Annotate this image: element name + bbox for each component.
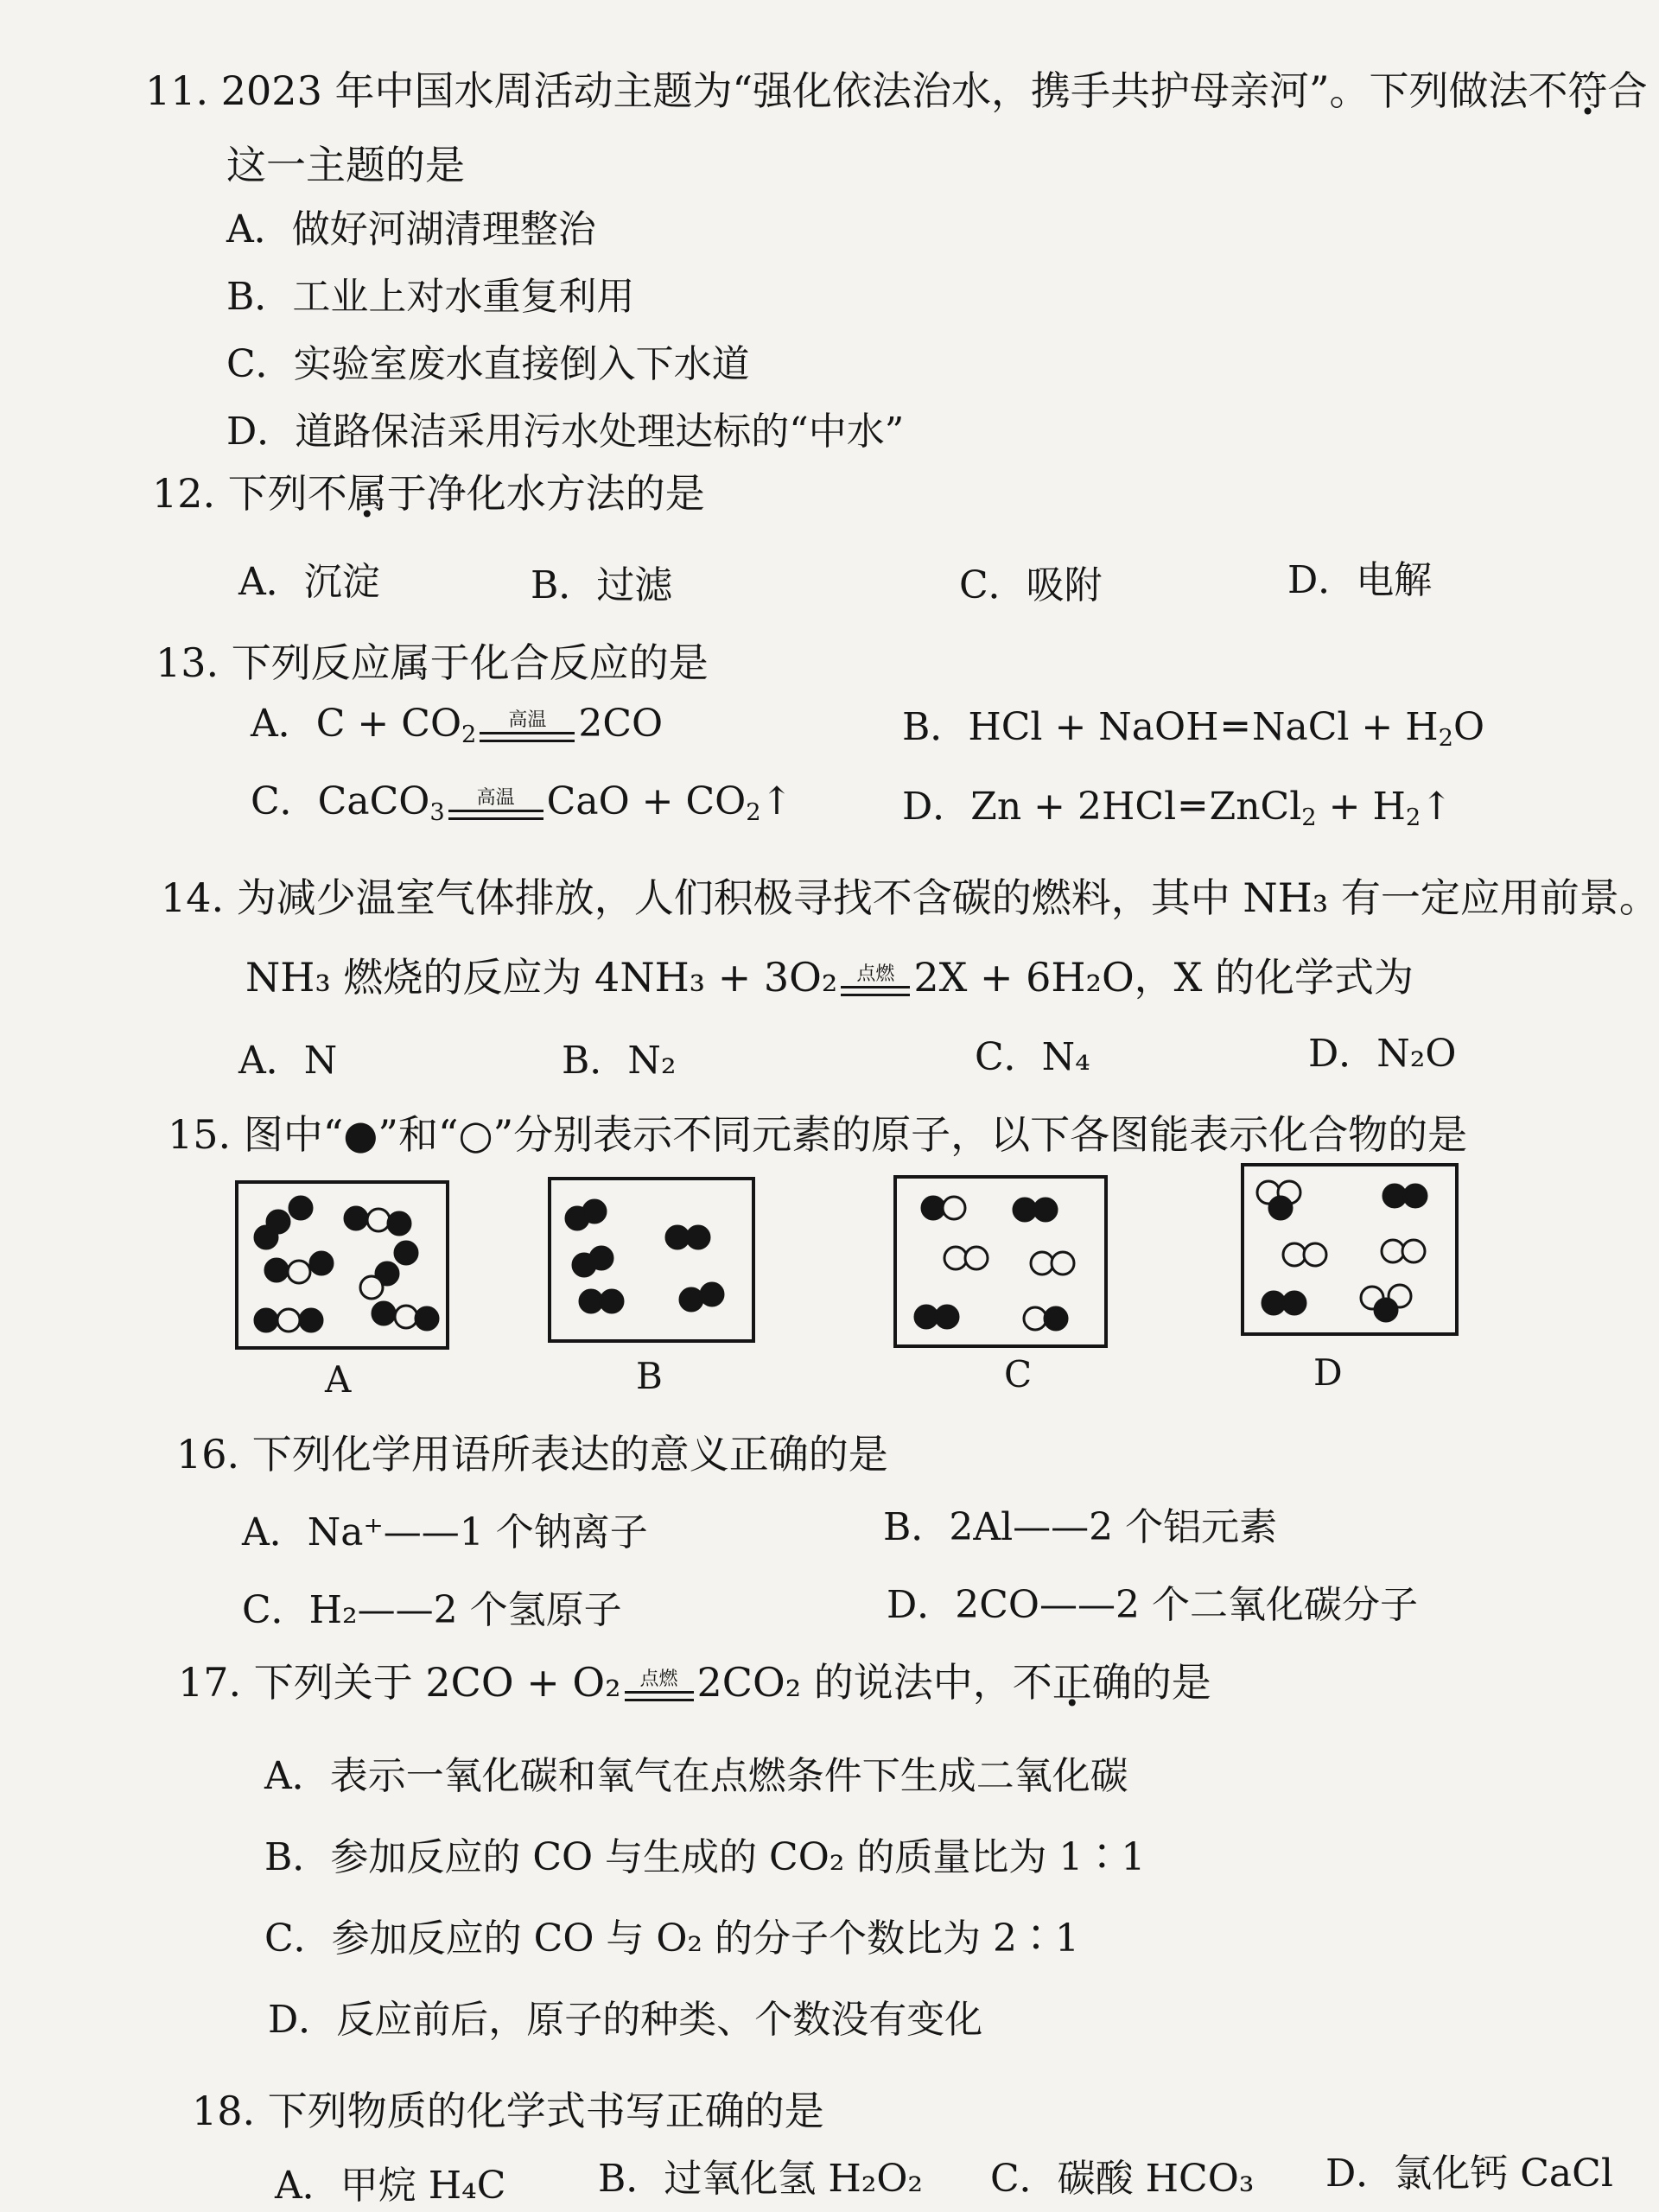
atom-empty [367,1209,390,1231]
atom-filled [1045,1307,1067,1330]
q13-d-label: D． [902,785,971,829]
q18-option-a: A．甲烷 H₄C [275,2164,506,2208]
q13-stem: 13. 下列反应属于化合反应的是 [156,639,709,686]
q13-a-label: A． [251,702,316,746]
atom-empty [1024,1307,1046,1330]
atom-empty [1283,1243,1306,1266]
atom-filled [289,1197,312,1219]
q12-option-d: D．电解 [1287,558,1433,602]
q14-reactants: NH₃ 燃烧的反应为 4NH₃ + 3O₂ [245,954,838,1001]
atom-empty [277,1309,300,1332]
atom-filled [416,1307,438,1330]
atom-filled [915,1306,938,1328]
q17-option-b: B．参加反应的 CO 与生成的 CO₂ 的质量比为 1∶1 [264,1835,1146,1879]
atom-empty [1402,1240,1425,1262]
q14-products: 2X + 6H₂O，X 的化学式为 [913,954,1414,1001]
q16-option-c: C．H₂——2 个氢原子 [242,1588,622,1632]
q14-option-a: A．N [238,1039,338,1083]
atom-filled [1014,1198,1036,1221]
q17-emphasis: 不正确 [1012,1659,1132,1706]
q11-option-b: B．工业上对水重复利用 [226,275,635,319]
atom-filled [590,1247,613,1269]
atom-filled [1034,1198,1057,1221]
atom-filled [1375,1299,1397,1321]
q12-option-c: C．吸附 [959,563,1103,607]
q17-stem [178,1659,1211,1706]
q15-stem: 15. 图中“●”和“○”分别表示不同元素的原子，以下各图能表示化合物的是 [168,1111,1468,1158]
atom-filled [345,1207,367,1230]
atom-filled [1383,1185,1406,1207]
high-temp-label: 高温 [476,786,515,809]
q17-option-a: A．表示一氧化碳和氧气在点燃条件下生成二氧化碳 [264,1754,1128,1798]
q11-stem-line2: 这一主题的是 [226,142,465,188]
q17-condition [625,1670,694,1701]
q13-c-label: C． [251,779,318,823]
q12-option-a: A．沉淀 [238,560,380,604]
high-temp-label: 高温 [508,709,547,731]
atom-filled [701,1283,723,1306]
q13-option-a: A．$C + CO_2$ 高温 2CO [251,702,664,748]
atom-filled [680,1288,702,1311]
q12-rest: 净化水方法的是 [426,470,705,517]
atom-filled [388,1212,410,1235]
ignite-label: 点燃 [856,963,895,985]
q16-stem: 16. 下列化学用语所表达的意义正确的是 [176,1431,888,1478]
q12-num: 12. 下列 [152,470,308,517]
atom-filled [310,1252,333,1274]
q15-label-a: A [325,1358,352,1401]
q11-stem-text: 11. 2023 年中国水周活动主题为“强化依法治水，携手共护母亲河”。下列做法 [145,67,1529,114]
q17-stem-end: 的是 [1131,1659,1211,1706]
atom-filled [1283,1292,1306,1314]
q13-b-label: B． [902,705,969,749]
atom-filled [580,1290,602,1313]
atom-empty [395,1306,417,1328]
atom-empty [1382,1240,1404,1262]
atom-filled [666,1226,689,1249]
q12-emphasis: 不属于 [307,470,427,517]
atom-filled [1404,1185,1427,1207]
atom-filled [300,1309,322,1332]
atom-empty [1052,1252,1074,1274]
q18-option-c: C．碳酸 HCO₃ [990,2157,1255,2201]
q14-option-c: C．N₄ [975,1035,1090,1079]
q13-option-b: B．HCl + NaOH ═ NaCl + $H_2O$ [902,705,1485,752]
q17-reactants: 17. 下列关于 2CO + O₂ [178,1659,621,1706]
q13-option-c: C．CaCO$_3$ 高温 CaO + $CO_2↑$ [251,779,793,826]
atom-empty [1304,1243,1326,1266]
q14-stem: 14. 为减少温室气体排放，人们积极寻找不含碳的燃料，其中 NH₃ 有一定应用前景。 [161,874,1659,921]
atom-filled [265,1259,288,1281]
q18-option-d: D．氯化钙 CaCl [1325,2152,1613,2196]
atom-filled [255,1226,277,1249]
q11-emphasis: 不符合 [1528,67,1648,114]
q18-stem: 18. 下列物质的化学式书写正确的是 [192,2088,824,2134]
atom-filled [372,1302,395,1325]
q15-label-d: D [1313,1351,1343,1394]
q16-option-a: A．Na⁺——1 个钠离子 [242,1510,648,1554]
atom-filled [922,1197,944,1219]
q18-option-b: B．过氧化氢 H₂O₂ [598,2157,924,2201]
atom-filled [583,1200,606,1223]
q14-option-b: B．N₂ [562,1039,677,1083]
q17-option-c: C．参加反应的 CO 与 O₂ 的分子个数比为 2∶1 [264,1916,1080,1961]
q11-option-c: C．实验室废水直接倒入下水道 [226,342,750,386]
q11-option-d: D．道路保洁采用污水处理达标的“中水” [226,410,905,454]
atom-empty [965,1247,988,1269]
q15-label-b: B [636,1355,663,1397]
atom-filled [687,1226,709,1249]
q14-option-d: D．N₂O [1308,1032,1457,1076]
ignite-label: 点燃 [639,1669,678,1690]
atom-filled [936,1306,958,1328]
atom-empty [360,1276,383,1299]
atom-filled [1262,1292,1285,1314]
q17-stem-mid: 2CO₂ 的说法中， [696,1659,1013,1706]
atom-empty [1031,1252,1053,1274]
q13-option-d: D．Zn + 2HCl ═ ZnCl$_2$ + $H_2↑$ [902,785,1453,831]
atom-empty [944,1247,967,1269]
atom-filled [395,1242,417,1264]
atom-empty [288,1261,310,1283]
q12-option-b: B．过滤 [531,563,673,607]
atom-empty [943,1197,965,1219]
atom-filled [601,1290,623,1313]
q16-option-d: D．2CO——2 个二氧化碳分子 [887,1583,1418,1627]
q17-option-d: D．反应前后，原子的种类、个数没有变化 [268,1998,983,2042]
q11-option-a: A．做好河湖清理整治 [226,207,596,251]
q16-option-b: B．2Al——2 个铝元素 [883,1505,1278,1549]
atom-filled [255,1309,277,1332]
atom-filled [1269,1197,1292,1219]
q15-label-c: C [1004,1353,1033,1395]
